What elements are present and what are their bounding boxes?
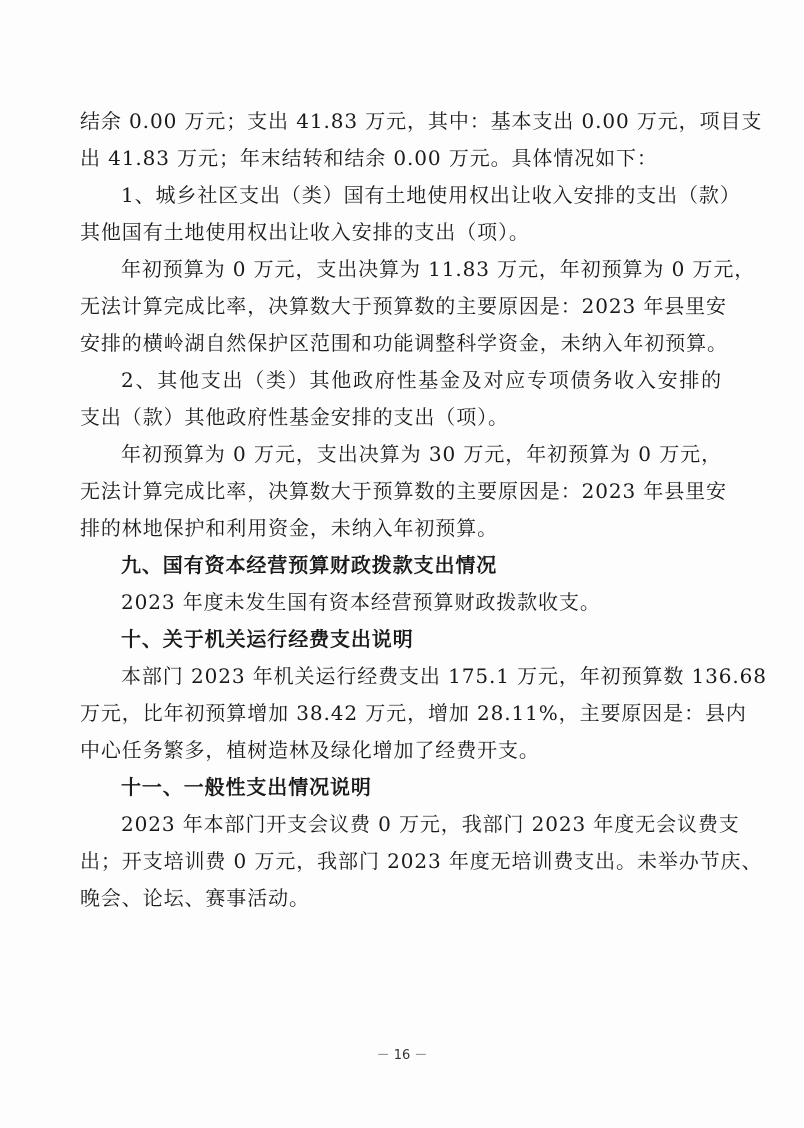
body-line: 结余 0.00 万元；支出 41.83 万元，其中：基本支出 0.00 万元，项目支 (80, 109, 763, 133)
document-body (80, 103, 767, 917)
list-item-2: 2、其他支出（类）其他政府性基金及对应专项债务收入安排的 (121, 368, 722, 392)
body-line: 无法计算完成比率，决算数大于预算数的主要原因是：2023 年县里安 (80, 294, 727, 318)
page-number: － 16 － (376, 1048, 428, 1063)
body-line: 出；开支培训费 0 万元，我部门 2023 年度无培训费支出。未举办节庆、 (80, 849, 763, 873)
body-line: 支出（款）其他政府性基金安排的支出（项）。 (80, 405, 509, 429)
paragraph-start: 本部门 2023 年机关运行经费支出 175.1 万元，年初预算数 136.68 (121, 664, 767, 688)
paragraph-start: 2023 年度未发生国有资本经营预算财政拨款收支。 (121, 590, 601, 614)
body-line: 其他国有土地使用权出让收入安排的支出（项）。 (80, 220, 530, 244)
list-item-1: 1、城乡社区支出（类）国有土地使用权出让收入安排的支出（款） (121, 183, 741, 207)
section-heading-10: 十、关于机关运行经费支出说明 (121, 627, 414, 651)
body-line: 排的林地保护和利用资金，未纳入年初预算。 (80, 516, 498, 540)
section-heading-9: 九、国有资本经营预算财政拨款支出情况 (121, 553, 498, 577)
paragraph-start: 年初预算为 0 万元，支出决算为 30 万元，年初预算为 0 万元， (121, 442, 722, 466)
body-line: 晚会、论坛、赛事活动。 (80, 886, 310, 910)
paragraph-start: 2023 年本部门开支会议费 0 万元，我部门 2023 年度无会议费支 (121, 812, 740, 836)
body-line: 出 41.83 万元；年末结转和结余 0.00 万元。具体情况如下： (80, 146, 658, 170)
body-line: 安排的横岭湖自然保护区范围和功能调整科学资金，未纳入年初预算。 (80, 331, 728, 355)
section-heading-11: 十一、一般性支出情况说明 (121, 775, 372, 799)
body-line: 中心任务繁多，植树造林及绿化增加了经费开支。 (80, 738, 540, 762)
paragraph-start: 年初预算为 0 万元，支出决算为 11.83 万元，年初预算为 0 万元， (121, 257, 756, 281)
body-line: 万元，比年初预算增加 38.42 万元，增加 28.11%，主要原因是：县内 (80, 701, 747, 725)
body-line: 无法计算完成比率，决算数大于预算数的主要原因是：2023 年县里安 (80, 479, 727, 503)
